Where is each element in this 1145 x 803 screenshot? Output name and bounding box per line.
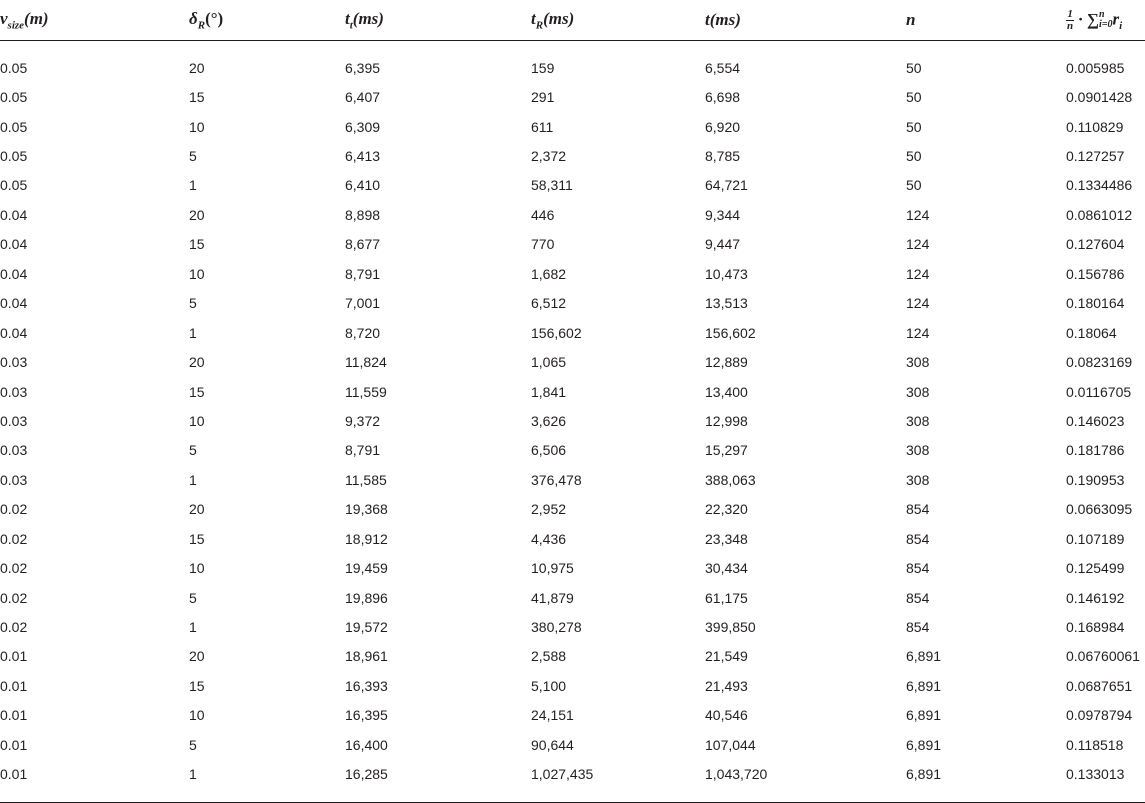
cell-t-t: 11,824 <box>345 354 387 371</box>
cell-mean-r: 0.005985 <box>1066 59 1125 76</box>
cell-voxel-size: 0.02 <box>0 560 28 577</box>
cell-mean-r: 0.190953 <box>1066 471 1125 488</box>
cell-delta-r: 20 <box>189 59 205 76</box>
cell-voxel-size: 0.04 <box>0 265 28 282</box>
cell-t-t: 18,961 <box>345 648 388 665</box>
cell-delta-r: 5 <box>189 442 197 459</box>
cell-voxel-size: 0.03 <box>0 471 28 488</box>
cell-n: 6,891 <box>906 677 942 694</box>
cell-voxel-size: 0.05 <box>0 177 28 194</box>
table-row <box>0 200 1145 229</box>
cell-voxel-size: 0.01 <box>0 648 28 665</box>
cell-t-total: 21,549 <box>705 648 748 665</box>
cell-n: 124 <box>906 236 930 253</box>
table-row <box>0 553 1145 582</box>
cell-t-total: 107,044 <box>705 736 756 753</box>
cell-delta-r: 20 <box>189 648 205 665</box>
cell-t-r: 1,027,435 <box>531 766 594 783</box>
cell-voxel-size: 0.02 <box>0 530 28 547</box>
cell-n: 50 <box>906 177 922 194</box>
cell-mean-r: 0.0687651 <box>1066 677 1133 694</box>
cell-mean-r: 0.0978794 <box>1066 707 1133 724</box>
cell-n: 50 <box>906 89 922 106</box>
table-row <box>0 730 1145 759</box>
cell-mean-r: 0.06760061 <box>1066 648 1140 665</box>
table-header <box>0 0 1145 41</box>
cell-n: 854 <box>906 589 930 606</box>
cell-delta-r: 15 <box>189 677 205 694</box>
cell-voxel-size: 0.04 <box>0 236 28 253</box>
cell-mean-r: 0.0663095 <box>1066 501 1133 518</box>
cell-t-r: 770 <box>531 236 555 253</box>
cell-t-r: 1,841 <box>531 383 567 400</box>
cell-mean-r: 0.127604 <box>1066 236 1125 253</box>
cell-mean-r: 0.0861012 <box>1066 206 1133 223</box>
cell-mean-r: 0.156786 <box>1066 265 1125 282</box>
cell-delta-r: 1 <box>189 324 197 341</box>
cell-t-total: 6,920 <box>705 118 741 135</box>
cell-delta-r: 5 <box>189 589 197 606</box>
cell-t-r: 291 <box>531 89 555 106</box>
cell-t-t: 8,791 <box>345 265 381 282</box>
table-row <box>0 347 1145 376</box>
table-row <box>0 141 1145 170</box>
cell-voxel-size: 0.01 <box>0 766 28 783</box>
cell-mean-r: 0.127257 <box>1066 148 1125 165</box>
cell-delta-r: 10 <box>189 118 205 135</box>
cell-delta-r: 5 <box>189 295 197 312</box>
header-sum: ∑ <box>1086 10 1099 29</box>
cell-n: 854 <box>906 619 930 636</box>
cell-mean-r: 0.107189 <box>1066 530 1125 547</box>
cell-t-r: 41,879 <box>531 589 574 606</box>
cell-delta-r: 5 <box>189 148 197 165</box>
cell-n: 308 <box>906 383 930 400</box>
cell-n: 308 <box>906 354 930 371</box>
cell-t-t: 11,559 <box>345 383 387 400</box>
cell-mean-r: 0.0901428 <box>1066 89 1133 106</box>
cell-t-r: 1,682 <box>531 265 567 282</box>
cell-t-t: 8,898 <box>345 206 381 223</box>
table-row <box>0 230 1145 259</box>
cell-t-r: 6,512 <box>531 295 567 312</box>
cell-t-r: 6,506 <box>531 442 567 459</box>
cell-t-total: 13,400 <box>705 383 748 400</box>
cell-mean-r: 0.0823169 <box>1066 354 1133 371</box>
cell-t-r: 4,436 <box>531 530 567 547</box>
cell-voxel-size: 0.03 <box>0 354 28 371</box>
cell-n: 6,891 <box>906 736 942 753</box>
cell-t-total: 6,698 <box>705 89 741 106</box>
cell-mean-r: 0.0116705 <box>1066 383 1132 400</box>
table-row <box>0 318 1145 347</box>
cell-t-t: 6,410 <box>345 177 381 194</box>
cell-delta-r: 10 <box>189 265 205 282</box>
cell-n: 124 <box>906 324 930 341</box>
cell-t-r: 2,372 <box>531 148 567 165</box>
cell-n: 854 <box>906 501 930 518</box>
cell-t-t: 16,400 <box>345 736 388 753</box>
cell-t-total: 13,513 <box>705 295 748 312</box>
cell-t-t: 16,285 <box>345 766 388 783</box>
cell-voxel-size: 0.01 <box>0 707 28 724</box>
cell-t-t: 8,791 <box>345 442 381 459</box>
cell-t-total: 1,043,720 <box>705 766 768 783</box>
table-row <box>0 112 1145 141</box>
cell-delta-r: 10 <box>189 707 205 724</box>
cell-t-total: 10,473 <box>705 265 748 282</box>
cell-n: 6,891 <box>906 766 942 783</box>
cell-t-total: 15,297 <box>705 442 748 459</box>
cell-voxel-size: 0.04 <box>0 206 28 223</box>
cell-voxel-size: 0.04 <box>0 324 28 341</box>
cell-mean-r: 0.18064 <box>1066 324 1117 341</box>
cell-t-r: 156,602 <box>531 324 582 341</box>
cell-delta-r: 1 <box>189 619 197 636</box>
cell-t-total: 399,850 <box>705 619 756 636</box>
cell-delta-r: 15 <box>189 89 205 106</box>
cell-n: 50 <box>906 118 922 135</box>
header-t-r: $t_R(ms)$ <box>531 0 705 41</box>
cell-t-total: 9,344 <box>705 206 741 223</box>
cell-delta-r: 10 <box>189 560 205 577</box>
cell-t-total: 22,320 <box>705 501 748 518</box>
cell-t-total: 12,998 <box>705 412 748 429</box>
header-mean-r: $\frac{1}{n}$ · ∑ n i=0 $r_i$ <box>1066 0 1145 41</box>
cell-voxel-size: 0.01 <box>0 677 28 694</box>
header-sum-limits: n i=0 <box>1099 9 1113 30</box>
cell-mean-r: 0.1334486 <box>1066 177 1133 194</box>
cell-t-t: 7,001 <box>345 295 381 312</box>
cell-voxel-size: 0.02 <box>0 589 28 606</box>
cell-t-r: 380,278 <box>531 619 582 636</box>
table-row <box>0 41 1145 83</box>
cell-t-t: 19,572 <box>345 619 388 636</box>
header-voxel-size: $v_{size}(m)$ <box>0 0 189 41</box>
cell-voxel-size: 0.03 <box>0 442 28 459</box>
cell-voxel-size: 0.03 <box>0 383 28 400</box>
table-row <box>0 583 1145 612</box>
cell-t-t: 6,309 <box>345 118 381 135</box>
cell-delta-r: 1 <box>189 766 197 783</box>
table-row <box>0 671 1145 700</box>
cell-t-t: 6,395 <box>345 59 381 76</box>
cell-voxel-size: 0.05 <box>0 59 28 76</box>
table-row <box>0 642 1145 671</box>
table-row <box>0 82 1145 111</box>
cell-voxel-size: 0.02 <box>0 501 28 518</box>
cell-t-r: 3,626 <box>531 412 567 429</box>
cell-n: 308 <box>906 471 930 488</box>
cell-t-r: 5,100 <box>531 677 567 694</box>
cell-n: 50 <box>906 59 922 76</box>
cell-t-total: 6,554 <box>705 59 741 76</box>
cell-delta-r: 10 <box>189 412 205 429</box>
cell-n: 124 <box>906 295 930 312</box>
header-delta-r: $\delta_R(^\circ)$ <box>189 0 345 41</box>
cell-t-total: 9,447 <box>705 236 741 253</box>
cell-n: 854 <box>906 530 930 547</box>
header-t-total: t(ms) <box>705 0 906 41</box>
cell-n: 308 <box>906 442 930 459</box>
header-t-t: $t_t(ms)$ <box>345 0 531 41</box>
cell-t-r: 446 <box>531 206 555 223</box>
cell-mean-r: 0.181786 <box>1066 442 1125 459</box>
cell-t-r: 2,952 <box>531 501 567 518</box>
cell-delta-r: 5 <box>189 736 197 753</box>
cell-t-t: 8,720 <box>345 324 381 341</box>
cell-mean-r: 0.146192 <box>1066 589 1125 606</box>
cell-t-total: 8,785 <box>705 148 741 165</box>
cell-t-t: 19,896 <box>345 589 388 606</box>
table-row <box>0 701 1145 730</box>
cell-t-total: 30,434 <box>705 560 748 577</box>
cell-delta-r: 1 <box>189 177 197 194</box>
cell-t-r: 2,588 <box>531 648 567 665</box>
cell-n: 308 <box>906 412 930 429</box>
cell-t-total: 61,175 <box>705 589 748 606</box>
cell-mean-r: 0.133013 <box>1066 766 1125 783</box>
cell-t-t: 6,413 <box>345 148 381 165</box>
cell-t-r: 611 <box>531 118 554 135</box>
cell-voxel-size: 0.04 <box>0 295 28 312</box>
cell-t-r: 159 <box>531 59 555 76</box>
cell-voxel-size: 0.02 <box>0 619 28 636</box>
cell-mean-r: 0.146023 <box>1066 412 1125 429</box>
table-row <box>0 612 1145 641</box>
cell-t-total: 21,493 <box>705 677 748 694</box>
cell-mean-r: 0.168984 <box>1066 619 1125 636</box>
cell-t-r: 10,975 <box>531 560 574 577</box>
cell-delta-r: 15 <box>189 383 205 400</box>
cell-mean-r: 0.180164 <box>1066 295 1125 312</box>
cell-t-t: 8,677 <box>345 236 381 253</box>
cell-t-r: 90,644 <box>531 736 574 753</box>
cell-delta-r: 20 <box>189 206 205 223</box>
cell-n: 124 <box>906 206 930 223</box>
table-row <box>0 377 1145 406</box>
table-row <box>0 259 1145 288</box>
table-body <box>0 41 1145 789</box>
cell-t-total: 156,602 <box>705 324 756 341</box>
cell-t-t: 16,395 <box>345 707 388 724</box>
cell-t-r: 1,065 <box>531 354 567 371</box>
cell-t-total: 23,348 <box>705 530 748 547</box>
cell-mean-r: 0.118518 <box>1066 736 1124 753</box>
cell-voxel-size: 0.05 <box>0 89 28 106</box>
cell-voxel-size: 0.01 <box>0 736 28 753</box>
cell-delta-r: 15 <box>189 236 205 253</box>
cell-n: 854 <box>906 560 930 577</box>
cell-t-t: 11,585 <box>345 471 387 488</box>
cell-t-total: 388,063 <box>705 471 756 488</box>
cell-n: 50 <box>906 148 922 165</box>
cell-t-t: 19,459 <box>345 560 388 577</box>
cell-n: 6,891 <box>906 648 942 665</box>
cell-delta-r: 1 <box>189 471 197 488</box>
cell-n: 6,891 <box>906 707 942 724</box>
table-row <box>0 465 1145 494</box>
table-row <box>0 436 1145 465</box>
table-row <box>0 524 1145 553</box>
cell-t-t: 18,912 <box>345 530 388 547</box>
table-row <box>0 171 1145 200</box>
header-row <box>0 0 1145 41</box>
header-n: n <box>906 0 1066 41</box>
cell-t-t: 9,372 <box>345 412 381 429</box>
cell-n: 124 <box>906 265 930 282</box>
cell-t-r: 58,311 <box>531 177 573 194</box>
cell-mean-r: 0.110829 <box>1066 118 1124 135</box>
cell-t-t: 16,393 <box>345 677 388 694</box>
cell-t-r: 24,151 <box>531 707 574 724</box>
table-row <box>0 406 1145 435</box>
table-row <box>0 289 1145 318</box>
cell-delta-r: 15 <box>189 530 205 547</box>
table-row <box>0 495 1145 524</box>
cell-t-r: 376,478 <box>531 471 582 488</box>
cell-t-total: 12,889 <box>705 354 748 371</box>
cell-voxel-size: 0.05 <box>0 148 28 165</box>
cell-t-total: 40,546 <box>705 707 748 724</box>
cell-t-t: 19,368 <box>345 501 388 518</box>
cell-delta-r: 20 <box>189 354 205 371</box>
cell-delta-r: 20 <box>189 501 205 518</box>
cell-mean-r: 0.125499 <box>1066 560 1125 577</box>
cell-t-t: 6,407 <box>345 89 381 106</box>
cell-t-total: 64,721 <box>705 177 748 194</box>
cell-voxel-size: 0.03 <box>0 412 28 429</box>
header-fraction: $\frac{1}{n}$ <box>1067 7 1074 32</box>
table-row <box>0 760 1145 789</box>
cell-voxel-size: 0.05 <box>0 118 28 135</box>
